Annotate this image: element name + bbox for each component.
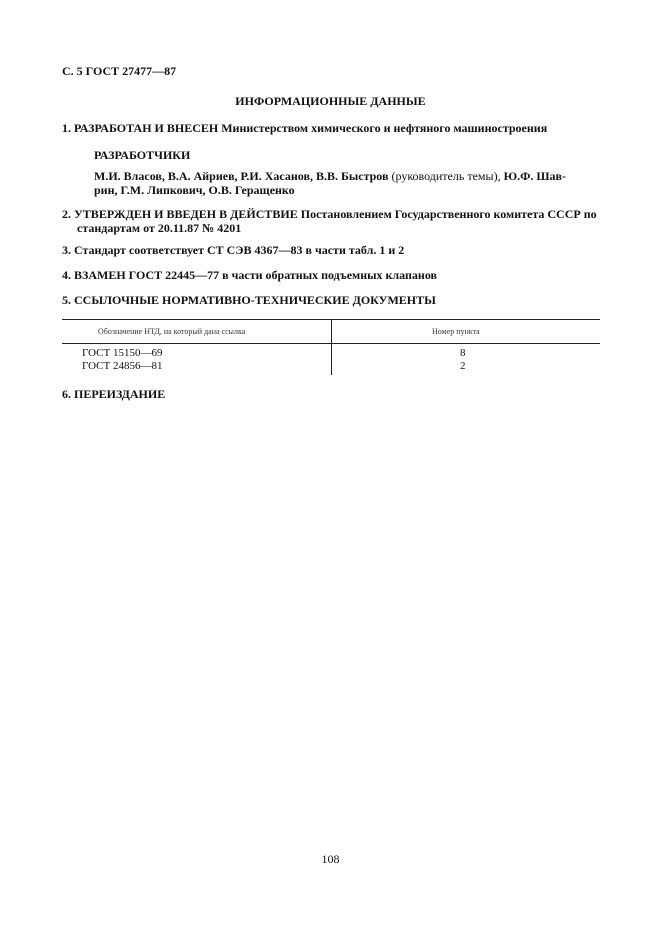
- item-6-number: 6.: [62, 387, 71, 401]
- item-3: [62, 243, 404, 258]
- item-2-line-1: [62, 207, 597, 222]
- item-5-text: ССЫЛОЧНЫЕ НОРМАТИВНО-ТЕХНИЧЕСКИЕ ДОКУМЕНТЫ: [74, 293, 436, 307]
- developers-names-b: Ю.Ф. Шав-: [503, 169, 567, 183]
- table-row-1-clause: 8: [460, 347, 466, 359]
- item-1-number: 1.: [62, 121, 71, 135]
- developers-line-1: [94, 169, 566, 184]
- item-1: [62, 121, 547, 136]
- item-2-label: УТВЕРЖДЕН И ВВЕДЕН В ДЕЙСТВИЕ: [74, 207, 298, 221]
- item-1-text: Министерством химического и нефтяного машиностроения: [221, 121, 548, 135]
- table-header-designation: Обозначение НТД, на который дана ссылка: [98, 327, 246, 336]
- item-6-text: ПЕРЕИЗДАНИЕ: [74, 387, 166, 401]
- item-1-label: РАЗРАБОТАН И ВНЕСЕН: [74, 121, 219, 135]
- developers-names-a: М.И. Власов, В.А. Айриев, Р.И. Хасанов, В.В. Быстров: [94, 169, 389, 183]
- item-3-text: Стандарт соответствует СТ СЭВ 4367—83 в части табл. 1 и 2: [74, 243, 405, 257]
- item-5: [62, 293, 436, 308]
- item-2-text-1: Постановлением Государственного комитета СССР по: [300, 207, 597, 221]
- developers-line-2: рин, Г.М. Липкович, О.В. Геращенко: [94, 183, 295, 197]
- developers-heading: РАЗРАБОТЧИКИ: [94, 148, 191, 162]
- page-number: 108: [321, 852, 340, 866]
- item-2-line-2: стандартам от 20.11.87 № 4201: [77, 221, 242, 235]
- table-header-clause: Номер пункта: [432, 327, 480, 336]
- table-row-2-designation: ГОСТ 24856—81: [82, 360, 163, 372]
- item-4: [62, 268, 437, 283]
- item-4-number: 4.: [62, 268, 71, 282]
- section-title: ИНФОРМАЦИОННЫЕ ДАННЫЕ: [235, 94, 426, 108]
- item-6: [62, 387, 165, 402]
- table-column-divider: [331, 319, 332, 375]
- reference-table: [62, 319, 600, 375]
- table-row-1-designation: ГОСТ 15150—69: [82, 347, 163, 359]
- item-3-number: 3.: [62, 243, 71, 257]
- document-header: С. 5 ГОСТ 27477—87: [62, 64, 177, 78]
- table-row-2-clause: 2: [460, 360, 466, 372]
- developers-role: (руководитель темы),: [391, 169, 501, 183]
- item-2-number: 2.: [62, 207, 71, 221]
- item-4-text: ВЗАМЕН ГОСТ 22445—77 в части обратных подъемных клапанов: [74, 268, 437, 282]
- item-5-number: 5.: [62, 293, 71, 307]
